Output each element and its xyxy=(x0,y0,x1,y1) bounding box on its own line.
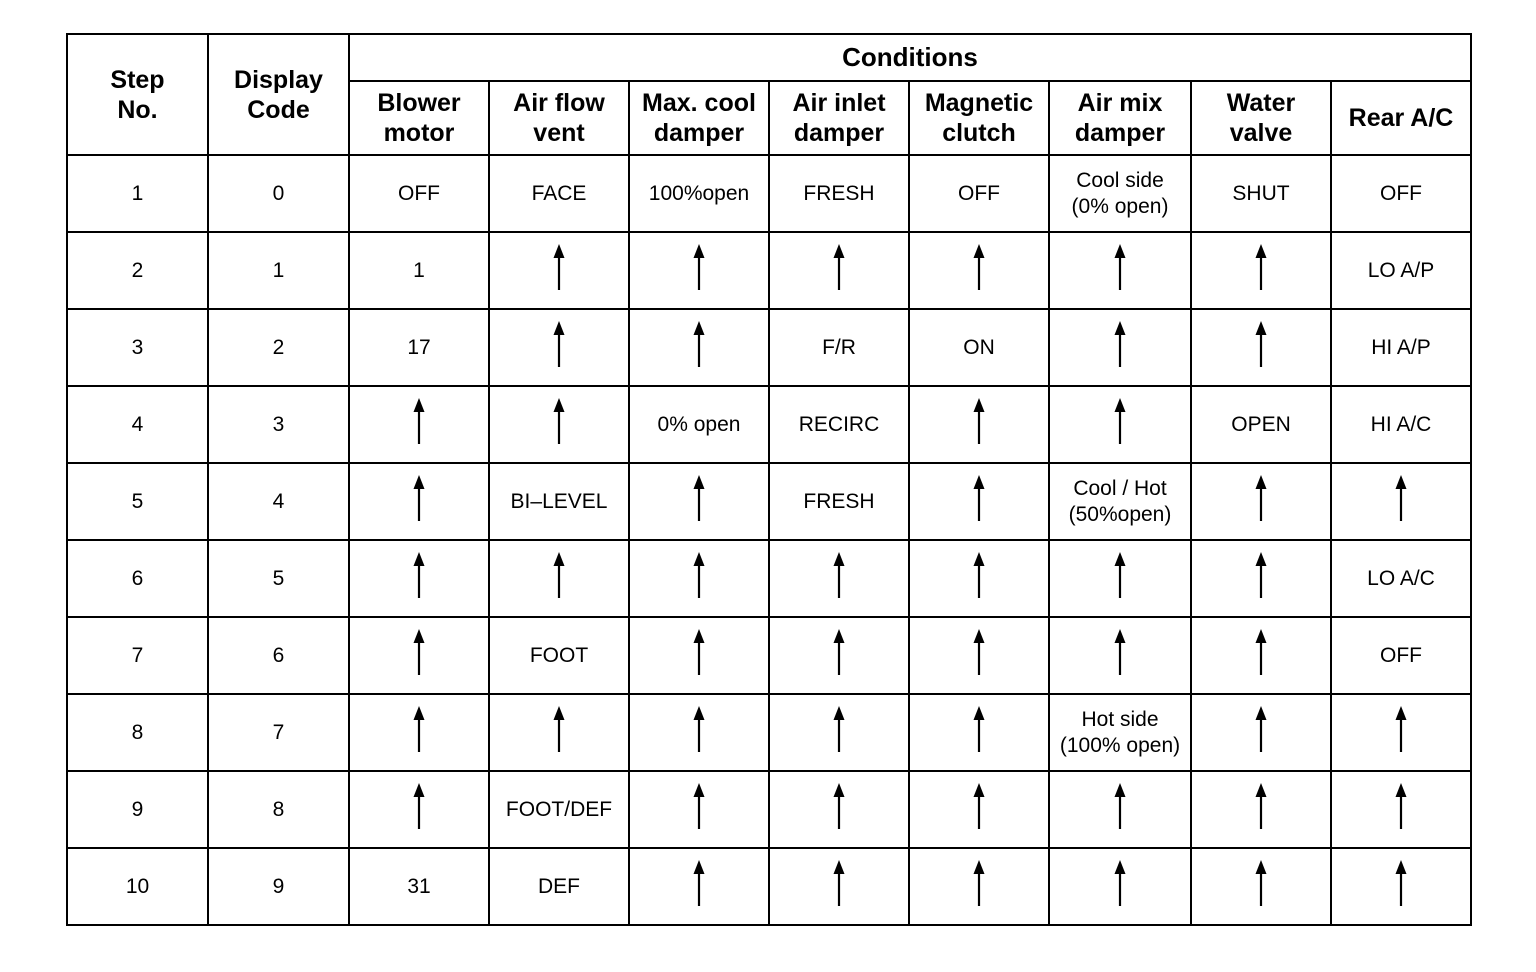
up-arrow-icon xyxy=(1113,551,1127,605)
condition-cell xyxy=(489,771,629,848)
condition-cell xyxy=(1331,155,1471,232)
condition-cell xyxy=(489,694,629,771)
up-arrow-icon xyxy=(972,782,986,836)
table-row xyxy=(67,386,1471,463)
display-code-cell: 3 xyxy=(208,386,349,463)
condition-cell xyxy=(349,694,489,771)
condition-value: HI A/C xyxy=(1370,412,1432,436)
condition-value: FACE xyxy=(531,181,587,205)
up-arrow-icon xyxy=(692,474,706,528)
up-arrow-icon xyxy=(692,628,706,682)
up-arrow-icon xyxy=(1113,397,1127,451)
condition-cell xyxy=(909,617,1049,694)
condition-cell xyxy=(629,617,769,694)
step-no-header xyxy=(67,34,208,155)
table-row xyxy=(67,463,1471,540)
condition-cell xyxy=(1331,386,1471,463)
up-arrow-icon xyxy=(1113,628,1127,682)
column-header-line: motor xyxy=(383,119,455,147)
condition-cell xyxy=(1049,463,1191,540)
step-number-cell: 10 xyxy=(67,848,208,925)
condition-value: FOOT xyxy=(529,643,589,667)
step-number-cell: 1 xyxy=(67,155,208,232)
column-header xyxy=(909,81,1049,155)
condition-cell xyxy=(489,309,629,386)
condition-cell xyxy=(1049,771,1191,848)
up-arrow-icon xyxy=(832,551,846,605)
condition-cell xyxy=(629,463,769,540)
condition-cell xyxy=(769,232,909,309)
condition-cell xyxy=(1049,386,1191,463)
condition-cell xyxy=(629,694,769,771)
up-arrow-icon xyxy=(1394,859,1408,913)
condition-value: FRESH xyxy=(803,181,875,205)
display-code-cell: 2 xyxy=(208,309,349,386)
up-arrow-icon xyxy=(972,859,986,913)
table-row xyxy=(67,771,1471,848)
table-row xyxy=(67,232,1471,309)
up-arrow-icon xyxy=(552,551,566,605)
display-code-cell: 9 xyxy=(208,848,349,925)
condition-value: Cool side xyxy=(1076,169,1164,193)
condition-value: 17 xyxy=(407,335,431,359)
condition-cell xyxy=(489,617,629,694)
column-header-line: Max. cool xyxy=(642,89,756,117)
display-code-header xyxy=(208,34,349,155)
up-arrow-icon xyxy=(692,551,706,605)
condition-cell xyxy=(349,463,489,540)
condition-value: OFF xyxy=(398,181,440,205)
condition-cell xyxy=(909,771,1049,848)
up-arrow-icon xyxy=(832,782,846,836)
column-header xyxy=(1331,81,1471,155)
step-no-header-line: No. xyxy=(117,95,158,124)
condition-value: OFF xyxy=(1380,643,1422,667)
column-header-line: clutch xyxy=(942,119,1016,147)
up-arrow-icon xyxy=(1394,782,1408,836)
display-code-cell: 0 xyxy=(208,155,349,232)
condition-cell xyxy=(629,848,769,925)
up-arrow-icon xyxy=(552,705,566,759)
condition-cell xyxy=(1049,309,1191,386)
conditions-header: Conditions xyxy=(349,34,1471,81)
condition-value: ON xyxy=(963,335,995,359)
condition-cell xyxy=(629,771,769,848)
condition-value: 100%open xyxy=(648,181,750,205)
condition-cell xyxy=(1331,540,1471,617)
up-arrow-icon xyxy=(412,551,426,605)
up-arrow-icon xyxy=(692,243,706,297)
condition-value: F/R xyxy=(822,335,856,359)
column-header xyxy=(1191,81,1331,155)
condition-cell xyxy=(1191,155,1331,232)
condition-value: OFF xyxy=(1380,181,1422,205)
condition-cell xyxy=(349,617,489,694)
column-header-line: Magnetic xyxy=(924,89,1034,117)
step-number-cell: 8 xyxy=(67,694,208,771)
up-arrow-icon xyxy=(972,705,986,759)
table-row xyxy=(67,155,1471,232)
condition-cell xyxy=(1191,771,1331,848)
step-number-cell: 6 xyxy=(67,540,208,617)
display-code-header-line: Display xyxy=(234,65,323,94)
up-arrow-icon xyxy=(972,397,986,451)
condition-cell xyxy=(489,232,629,309)
condition-cell xyxy=(1331,232,1471,309)
up-arrow-icon xyxy=(1394,705,1408,759)
condition-cell xyxy=(349,386,489,463)
condition-value: OPEN xyxy=(1231,412,1291,436)
table-row xyxy=(67,309,1471,386)
condition-cell xyxy=(1331,617,1471,694)
condition-cell xyxy=(769,155,909,232)
up-arrow-icon xyxy=(692,705,706,759)
condition-cell xyxy=(769,617,909,694)
column-header xyxy=(769,81,909,155)
condition-cell xyxy=(909,540,1049,617)
step-number-cell: 3 xyxy=(67,309,208,386)
display-code-cell: 4 xyxy=(208,463,349,540)
condition-cell xyxy=(909,694,1049,771)
up-arrow-icon xyxy=(1254,474,1268,528)
condition-cell xyxy=(1191,386,1331,463)
column-header-line: Air inlet xyxy=(792,89,886,117)
condition-value: DEF xyxy=(538,874,580,898)
condition-cell xyxy=(1331,771,1471,848)
condition-cell xyxy=(909,309,1049,386)
step-number-cell: 5 xyxy=(67,463,208,540)
conditions-table xyxy=(66,33,1472,926)
condition-cell xyxy=(489,155,629,232)
column-header-line: damper xyxy=(653,119,745,147)
up-arrow-icon xyxy=(972,551,986,605)
condition-cell xyxy=(769,463,909,540)
condition-cell xyxy=(629,155,769,232)
up-arrow-icon xyxy=(1113,782,1127,836)
condition-cell xyxy=(769,386,909,463)
condition-cell xyxy=(769,848,909,925)
condition-cell xyxy=(1049,540,1191,617)
up-arrow-icon xyxy=(1113,320,1127,374)
condition-cell xyxy=(629,309,769,386)
condition-cell xyxy=(1049,617,1191,694)
condition-value: RECIRC xyxy=(798,412,880,436)
condition-value: LO A/C xyxy=(1367,566,1435,590)
condition-value: FRESH xyxy=(803,489,875,513)
up-arrow-icon xyxy=(832,705,846,759)
condition-cell xyxy=(1191,232,1331,309)
step-number-cell: 9 xyxy=(67,771,208,848)
display-code-header-line: Code xyxy=(247,95,310,124)
condition-value: HI A/P xyxy=(1371,335,1431,359)
condition-value: FOOT/DEF xyxy=(505,797,613,821)
up-arrow-icon xyxy=(692,320,706,374)
column-header xyxy=(1049,81,1191,155)
up-arrow-icon xyxy=(1254,243,1268,297)
up-arrow-icon xyxy=(412,782,426,836)
condition-value: Hot side xyxy=(1081,708,1159,732)
condition-value: Cool / Hot xyxy=(1073,477,1167,501)
condition-cell xyxy=(1049,232,1191,309)
condition-cell xyxy=(769,309,909,386)
condition-cell xyxy=(1049,155,1191,232)
condition-cell xyxy=(1191,463,1331,540)
column-header-line: damper xyxy=(1074,119,1166,147)
column-header xyxy=(629,81,769,155)
condition-cell xyxy=(1049,848,1191,925)
condition-cell xyxy=(489,463,629,540)
table-row xyxy=(67,540,1471,617)
condition-cell xyxy=(909,848,1049,925)
display-code-cell: 1 xyxy=(208,232,349,309)
condition-cell xyxy=(629,540,769,617)
column-header-line: Water xyxy=(1226,89,1296,117)
condition-cell xyxy=(909,155,1049,232)
column-header-line: Blower xyxy=(377,89,461,117)
condition-cell xyxy=(1191,309,1331,386)
column-header-line: valve xyxy=(1229,119,1293,147)
condition-cell xyxy=(349,848,489,925)
column-header xyxy=(349,81,489,155)
up-arrow-icon xyxy=(692,782,706,836)
condition-cell xyxy=(349,540,489,617)
condition-cell xyxy=(1049,694,1191,771)
condition-value: 1 xyxy=(413,258,425,282)
condition-cell xyxy=(1191,617,1331,694)
condition-cell xyxy=(909,463,1049,540)
column-header-line: Rear A/C xyxy=(1348,104,1454,132)
column-header-line: damper xyxy=(793,119,885,147)
display-code-cell: 8 xyxy=(208,771,349,848)
up-arrow-icon xyxy=(1254,551,1268,605)
condition-cell xyxy=(1191,848,1331,925)
condition-cell xyxy=(1331,309,1471,386)
condition-value: LO A/P xyxy=(1367,258,1435,282)
up-arrow-icon xyxy=(552,243,566,297)
up-arrow-icon xyxy=(972,243,986,297)
condition-value: 0% open xyxy=(657,412,741,436)
condition-cell xyxy=(909,386,1049,463)
step-number-cell: 2 xyxy=(67,232,208,309)
condition-cell xyxy=(349,232,489,309)
condition-value: (100% open) xyxy=(1059,733,1181,757)
condition-value: BI–LEVEL xyxy=(510,489,608,513)
up-arrow-icon xyxy=(832,628,846,682)
header-row-top xyxy=(67,34,1471,81)
table-row xyxy=(67,617,1471,694)
table-body xyxy=(67,155,1471,925)
step-no-header-line: Step xyxy=(110,65,165,94)
condition-cell xyxy=(489,386,629,463)
table-row xyxy=(67,848,1471,925)
up-arrow-icon xyxy=(1254,320,1268,374)
up-arrow-icon xyxy=(412,628,426,682)
display-code-cell: 7 xyxy=(208,694,349,771)
condition-cell xyxy=(1331,463,1471,540)
condition-value: SHUT xyxy=(1232,181,1290,205)
up-arrow-icon xyxy=(1254,782,1268,836)
up-arrow-icon xyxy=(1113,243,1127,297)
condition-cell xyxy=(489,540,629,617)
step-number-cell: 4 xyxy=(67,386,208,463)
condition-value: 31 xyxy=(407,874,431,898)
display-code-cell: 5 xyxy=(208,540,349,617)
up-arrow-icon xyxy=(1254,628,1268,682)
condition-value: (0% open) xyxy=(1071,194,1169,218)
condition-cell xyxy=(349,309,489,386)
condition-cell xyxy=(769,540,909,617)
condition-cell xyxy=(1191,694,1331,771)
up-arrow-icon xyxy=(412,474,426,528)
condition-cell xyxy=(1331,848,1471,925)
up-arrow-icon xyxy=(552,397,566,451)
condition-cell xyxy=(489,848,629,925)
column-header-line: vent xyxy=(533,119,585,147)
condition-value: OFF xyxy=(958,181,1000,205)
condition-cell xyxy=(909,232,1049,309)
condition-cell xyxy=(769,694,909,771)
condition-cell xyxy=(769,771,909,848)
condition-cell xyxy=(349,155,489,232)
up-arrow-icon xyxy=(552,320,566,374)
table-header xyxy=(67,34,1471,155)
column-header xyxy=(489,81,629,155)
up-arrow-icon xyxy=(832,243,846,297)
up-arrow-icon xyxy=(692,859,706,913)
up-arrow-icon xyxy=(1113,859,1127,913)
up-arrow-icon xyxy=(1254,859,1268,913)
up-arrow-icon xyxy=(412,397,426,451)
condition-cell xyxy=(1191,540,1331,617)
condition-value: (50%open) xyxy=(1068,502,1172,526)
up-arrow-icon xyxy=(972,474,986,528)
condition-cell xyxy=(1331,694,1471,771)
up-arrow-icon xyxy=(972,628,986,682)
up-arrow-icon xyxy=(832,859,846,913)
step-number-cell: 7 xyxy=(67,617,208,694)
up-arrow-icon xyxy=(412,705,426,759)
column-header-line: Air flow xyxy=(513,89,605,117)
column-header-line: Air mix xyxy=(1077,89,1163,117)
condition-cell xyxy=(629,232,769,309)
display-code-cell: 6 xyxy=(208,617,349,694)
condition-cell xyxy=(629,386,769,463)
table-row xyxy=(67,694,1471,771)
up-arrow-icon xyxy=(1394,474,1408,528)
condition-cell xyxy=(349,771,489,848)
up-arrow-icon xyxy=(1254,705,1268,759)
